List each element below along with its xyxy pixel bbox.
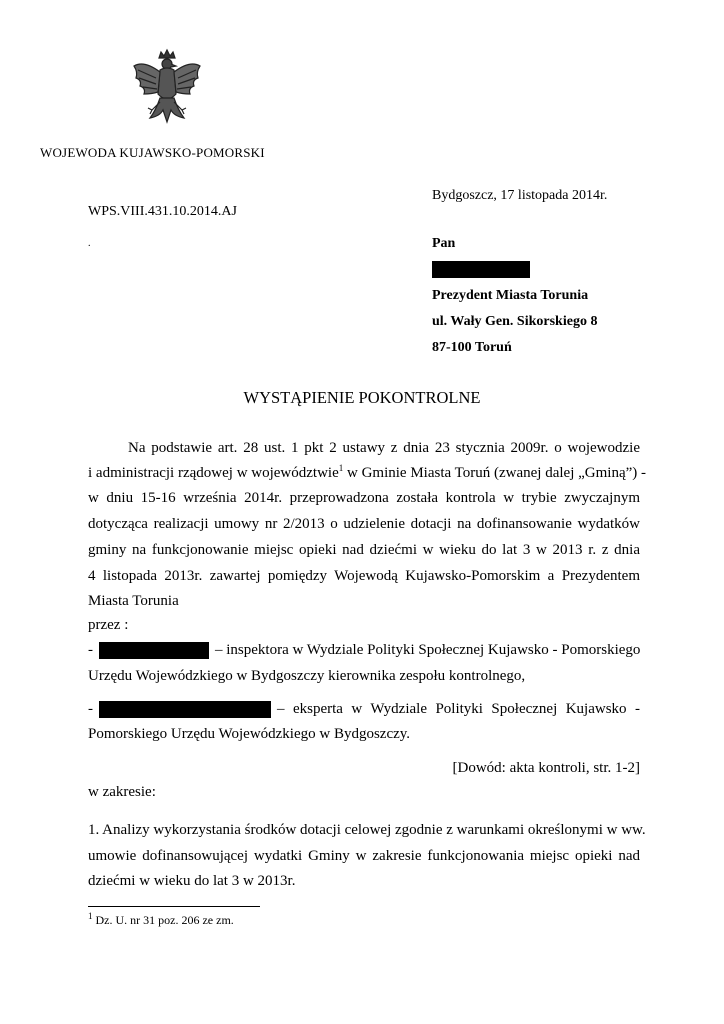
footnote: [88, 913, 234, 928]
polish-eagle-emblem-icon: [130, 48, 204, 132]
scope-item-line: umowie dofinansowującej wydatki Gminy w zakresie funkcjonowania miejsc opieki nad: [88, 848, 640, 864]
issuing-authority: WOJEWODA KUJAWSKO-POMORSKI: [40, 145, 265, 160]
paragraph-line: gminy na funkcjonowanie miejsc opieki nad dziećmi w wieku do lat 3 w 2013 r. z dnia: [88, 542, 640, 558]
footnote-reference: 1: [338, 463, 344, 473]
team-member-1: [88, 640, 640, 660]
paragraph-line: dotycząca realizacji umowy nr 2/2013 o udzielenie dotacji na dofinansowanie wydatków: [88, 516, 640, 532]
reference-number: WPS.VIII.431.10.2014.AJ: [88, 204, 237, 219]
footnote-separator: [88, 906, 260, 907]
member-role-continued: Urzędu Wojewódzkiego w Bydgoszczy kierownika zespołu kontrolnego,: [88, 668, 526, 684]
list-dash: -: [88, 642, 93, 658]
footnote-mark: 1: [88, 911, 93, 921]
scope-item-line: 1. Analizy wykorzystania środków dotacji celowej zgodnie z warunkami określonymi w ww.: [88, 822, 646, 838]
addressee-city: 87-100 Toruń: [432, 340, 512, 355]
addressee-position: Prezydent Miasta Torunia: [432, 288, 589, 303]
paragraph-text: i administracji rządowej w województwie: [88, 465, 339, 481]
inspectors-label: przez :: [88, 617, 129, 633]
list-dash: -: [88, 701, 93, 717]
member-role-continued: Pomorskiego Urzędu Wojewódzkiego w Bydgoszczy.: [88, 726, 411, 742]
footnote-text: Dz. U. nr 31 poz. 206 ze zm.: [92, 913, 234, 927]
paragraph-line: Miasta Torunia: [88, 593, 179, 609]
stray-dot: .: [88, 238, 91, 249]
redacted-name: [99, 642, 209, 659]
addressee-salutation: Pan: [432, 236, 456, 251]
team-member-2: [88, 699, 640, 719]
paragraph-line: 4 listopada 2013r. zawartej pomiędzy Wojewodą Kujawsko-Pomorskim a Prezydentem: [88, 568, 640, 584]
evidence-note: [Dowód: akta kontroli, str. 1-2]: [452, 760, 640, 776]
paragraph-line: Na podstawie art. 28 ust. 1 pkt 2 ustawy z dnia 23 stycznia 2009r. o wojewodzie: [128, 440, 640, 456]
place-date: Bydgoszcz, 17 listopada 2014r.: [432, 188, 608, 203]
paragraph-line: [88, 463, 647, 483]
paragraph-text: w Gminie Miasta Toruń (zwanej dalej „Gminą”) -: [343, 465, 647, 481]
addressee-street: ul. Wały Gen. Sikorskiego 8: [432, 314, 598, 329]
scope-item-line: dziećmi w wieku do lat 3 w 2013r.: [88, 873, 296, 889]
redacted-name: [99, 701, 271, 718]
member-role: – eksperta w Wydziale Polityki Społecznej Kujawsko -: [277, 701, 640, 717]
member-role: – inspektora w Wydziale Polityki Społecznej Kujawsko - Pomorskiego: [215, 642, 641, 658]
paragraph-line: w dniu 15-16 września 2014r. przeprowadzona została kontrola w trybie zwyczajnym: [88, 490, 640, 506]
document-title: WYSTĄPIENIE POKONTROLNE: [243, 388, 481, 407]
redacted-name: [432, 261, 530, 278]
scope-label: w zakresie:: [88, 784, 156, 800]
